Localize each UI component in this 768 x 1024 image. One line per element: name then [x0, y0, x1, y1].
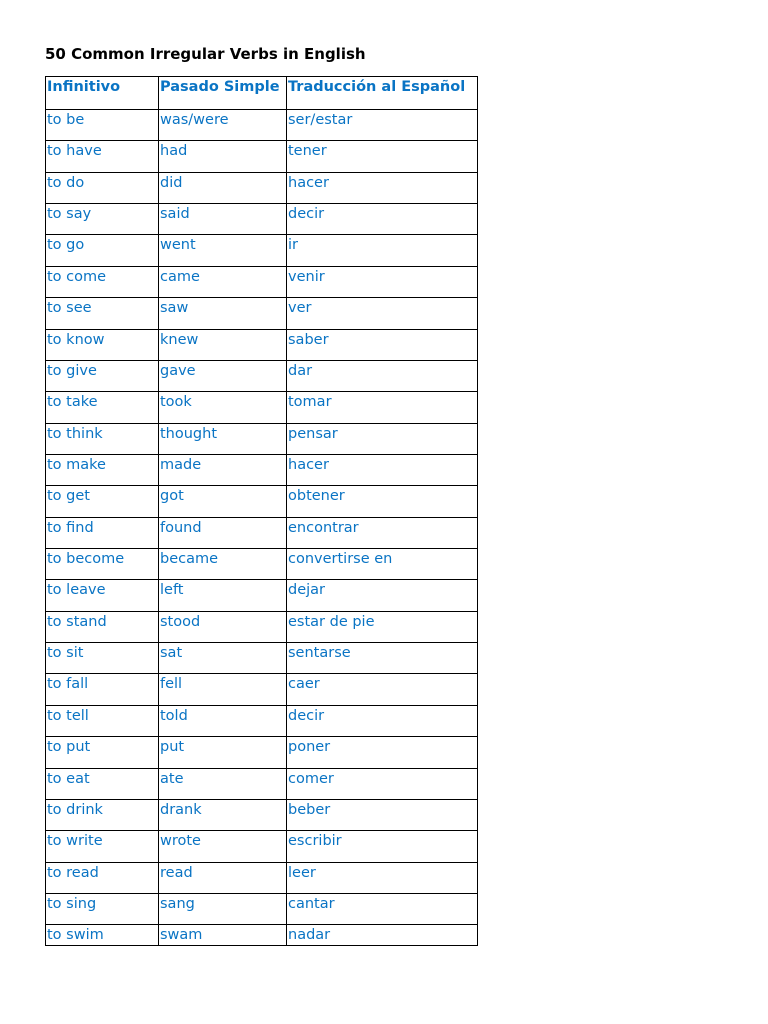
cell-infinitivo: to know [46, 329, 159, 360]
cell-traduccion: pensar [287, 423, 478, 454]
cell-pasado-simple: read [159, 862, 287, 893]
cell-pasado-simple: wrote [159, 831, 287, 862]
cell-pasado-simple: stood [159, 611, 287, 642]
cell-infinitivo: to write [46, 831, 159, 862]
cell-pasado-simple: left [159, 580, 287, 611]
cell-pasado-simple: fell [159, 674, 287, 705]
table-row [46, 643, 478, 674]
cell-traduccion: convertirse en [287, 549, 478, 580]
cell-traduccion: ver [287, 298, 478, 329]
cell-traduccion: nadar [287, 925, 478, 946]
table-row [46, 266, 478, 297]
table-row [46, 580, 478, 611]
table-row [46, 454, 478, 485]
cell-traduccion: dejar [287, 580, 478, 611]
cell-infinitivo: to make [46, 454, 159, 485]
table-row [46, 831, 478, 862]
table-body [46, 110, 478, 946]
table-row [46, 768, 478, 799]
table-row [46, 204, 478, 235]
table-row [46, 423, 478, 454]
table-row [46, 517, 478, 548]
table-row [46, 141, 478, 172]
cell-traduccion: estar de pie [287, 611, 478, 642]
table-row [46, 705, 478, 736]
table-row [46, 110, 478, 141]
cell-pasado-simple: gave [159, 360, 287, 391]
table-row [46, 298, 478, 329]
table-row [46, 893, 478, 924]
table-row [46, 674, 478, 705]
cell-pasado-simple: drank [159, 799, 287, 830]
cell-traduccion: tomar [287, 392, 478, 423]
header-pasado-simple: Pasado Simple [159, 77, 287, 110]
header-infinitivo: Infinitivo [46, 77, 159, 110]
cell-infinitivo: to think [46, 423, 159, 454]
table-row [46, 172, 478, 203]
cell-traduccion: escribir [287, 831, 478, 862]
irregular-verbs-table [45, 76, 478, 946]
cell-infinitivo: to sit [46, 643, 159, 674]
cell-pasado-simple: sang [159, 893, 287, 924]
cell-traduccion: leer [287, 862, 478, 893]
cell-traduccion: sentarse [287, 643, 478, 674]
cell-infinitivo: to eat [46, 768, 159, 799]
cell-pasado-simple: found [159, 517, 287, 548]
cell-infinitivo: to see [46, 298, 159, 329]
cell-traduccion: comer [287, 768, 478, 799]
cell-infinitivo: to put [46, 737, 159, 768]
cell-pasado-simple: said [159, 204, 287, 235]
table-row [46, 799, 478, 830]
table-row [46, 360, 478, 391]
cell-traduccion: beber [287, 799, 478, 830]
cell-pasado-simple: ate [159, 768, 287, 799]
cell-traduccion: ser/estar [287, 110, 478, 141]
cell-traduccion: hacer [287, 454, 478, 485]
cell-pasado-simple: got [159, 486, 287, 517]
cell-infinitivo: to do [46, 172, 159, 203]
cell-infinitivo: to get [46, 486, 159, 517]
cell-traduccion: decir [287, 705, 478, 736]
cell-infinitivo: to come [46, 266, 159, 297]
cell-pasado-simple: came [159, 266, 287, 297]
cell-infinitivo: to fall [46, 674, 159, 705]
cell-infinitivo: to go [46, 235, 159, 266]
cell-pasado-simple: was/were [159, 110, 287, 141]
cell-pasado-simple: took [159, 392, 287, 423]
document-title: 50 Common Irregular Verbs in English [45, 45, 366, 63]
cell-pasado-simple: knew [159, 329, 287, 360]
table-row [46, 549, 478, 580]
cell-infinitivo: to sing [46, 893, 159, 924]
cell-infinitivo: to say [46, 204, 159, 235]
header-traduccion: Traducción al Español [287, 77, 478, 110]
cell-traduccion: venir [287, 266, 478, 297]
cell-traduccion: hacer [287, 172, 478, 203]
cell-pasado-simple: had [159, 141, 287, 172]
table-row [46, 862, 478, 893]
table-row [46, 329, 478, 360]
cell-traduccion: encontrar [287, 517, 478, 548]
cell-pasado-simple: became [159, 549, 287, 580]
table-header-row [46, 77, 478, 110]
cell-infinitivo: to drink [46, 799, 159, 830]
cell-infinitivo: to find [46, 517, 159, 548]
cell-pasado-simple: thought [159, 423, 287, 454]
cell-infinitivo: to take [46, 392, 159, 423]
cell-infinitivo: to read [46, 862, 159, 893]
cell-traduccion: caer [287, 674, 478, 705]
cell-infinitivo: to tell [46, 705, 159, 736]
cell-traduccion: ir [287, 235, 478, 266]
table-row [46, 486, 478, 517]
cell-pasado-simple: went [159, 235, 287, 266]
table-row [46, 392, 478, 423]
cell-traduccion: poner [287, 737, 478, 768]
table-row [46, 925, 478, 946]
cell-traduccion: saber [287, 329, 478, 360]
cell-traduccion: dar [287, 360, 478, 391]
cell-pasado-simple: sat [159, 643, 287, 674]
cell-traduccion: cantar [287, 893, 478, 924]
cell-pasado-simple: swam [159, 925, 287, 946]
cell-infinitivo: to be [46, 110, 159, 141]
cell-traduccion: obtener [287, 486, 478, 517]
cell-pasado-simple: put [159, 737, 287, 768]
cell-infinitivo: to give [46, 360, 159, 391]
cell-infinitivo: to stand [46, 611, 159, 642]
cell-pasado-simple: did [159, 172, 287, 203]
cell-infinitivo: to have [46, 141, 159, 172]
cell-infinitivo: to become [46, 549, 159, 580]
cell-pasado-simple: made [159, 454, 287, 485]
cell-pasado-simple: saw [159, 298, 287, 329]
cell-infinitivo: to leave [46, 580, 159, 611]
table-row [46, 611, 478, 642]
cell-pasado-simple: told [159, 705, 287, 736]
table-row [46, 737, 478, 768]
cell-traduccion: decir [287, 204, 478, 235]
cell-traduccion: tener [287, 141, 478, 172]
table-row [46, 235, 478, 266]
cell-infinitivo: to swim [46, 925, 159, 946]
